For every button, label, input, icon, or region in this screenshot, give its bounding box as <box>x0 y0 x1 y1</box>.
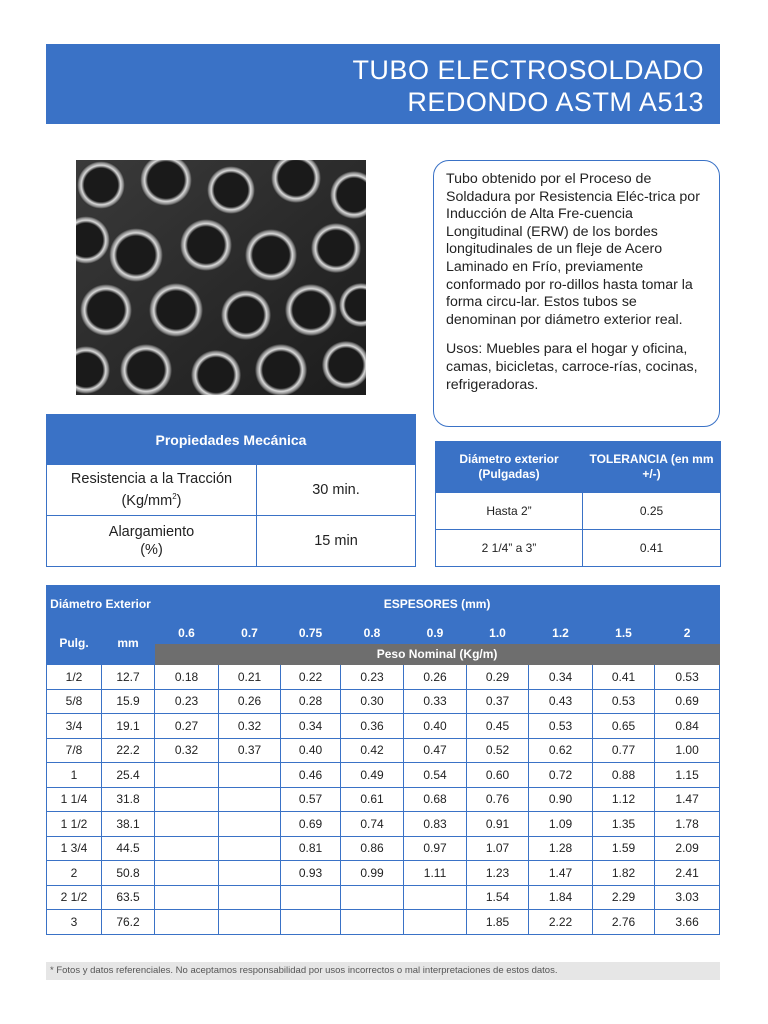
weight-cell: 0.42 <box>341 738 404 763</box>
weight-cell: 0.69 <box>655 689 720 714</box>
mm-cell: 76.2 <box>102 910 155 935</box>
pulg-header: Pulg. <box>47 622 102 665</box>
tube-end <box>245 229 297 281</box>
dimensions-table <box>46 585 720 935</box>
weight-cell: 0.77 <box>593 738 655 763</box>
tube-end <box>80 284 132 336</box>
weight-cell: 0.41 <box>593 665 655 690</box>
weight-cell: 1.07 <box>467 836 529 861</box>
weight-cell: 0.43 <box>529 689 593 714</box>
pulg-cell: 7/8 <box>47 738 102 763</box>
tolerance-value: 0.25 <box>583 493 721 530</box>
pulg-cell: 5/8 <box>47 689 102 714</box>
table-row <box>47 665 720 690</box>
weight-cell: 0.47 <box>404 738 467 763</box>
tolerance-col-value: TOLERANCIA (en mm +/-) <box>583 442 721 493</box>
table-row <box>47 812 720 837</box>
weight-cell: 0.34 <box>281 714 341 739</box>
weight-cell <box>341 885 404 910</box>
tube-end <box>207 166 255 214</box>
weight-cell: 1.47 <box>655 787 720 812</box>
weight-cell: 0.61 <box>341 787 404 812</box>
weight-cell <box>155 787 219 812</box>
mm-cell: 31.8 <box>102 787 155 812</box>
weight-cell: 0.97 <box>404 836 467 861</box>
elongation-label-line1: Alargamiento <box>108 524 195 540</box>
table-row <box>47 885 720 910</box>
table-row <box>47 714 720 739</box>
weight-cell <box>281 885 341 910</box>
tensile-label-line2: (Kg/mm <box>121 492 173 509</box>
weight-cell: 0.46 <box>281 763 341 788</box>
table-row <box>47 861 720 886</box>
weight-cell <box>155 836 219 861</box>
weight-cell: 0.27 <box>155 714 219 739</box>
weight-cell: 0.53 <box>593 689 655 714</box>
pulg-cell: 1 1/2 <box>47 812 102 837</box>
weight-cell: 0.23 <box>155 689 219 714</box>
weight-cell: 0.28 <box>281 689 341 714</box>
tube-end <box>120 344 172 395</box>
weight-cell: 0.36 <box>341 714 404 739</box>
weight-cell: 0.32 <box>155 738 219 763</box>
tolerance-table <box>435 441 721 567</box>
tube-end <box>255 344 307 395</box>
weight-cell <box>219 812 281 837</box>
weight-cell <box>219 910 281 935</box>
weight-cell: 0.40 <box>404 714 467 739</box>
mm-cell: 50.8 <box>102 861 155 886</box>
weight-cell: 1.00 <box>655 738 720 763</box>
weight-cell: 0.62 <box>529 738 593 763</box>
pulg-cell: 3 <box>47 910 102 935</box>
weight-cell <box>341 910 404 935</box>
weight-cell: 2.41 <box>655 861 720 886</box>
tolerance-range: Hasta 2” <box>436 493 583 530</box>
weight-cell: 2.76 <box>593 910 655 935</box>
weight-cell: 1.15 <box>655 763 720 788</box>
weight-cell: 0.86 <box>341 836 404 861</box>
mechanical-properties-table <box>46 414 416 567</box>
peso-nominal-header: Peso Nominal (Kg/m) <box>155 644 720 665</box>
tolerance-col-diameter: Diámetro exterior (Pulgadas) <box>436 442 583 493</box>
tube-end <box>149 283 203 337</box>
weight-cell: 0.68 <box>404 787 467 812</box>
weight-cell: 0.65 <box>593 714 655 739</box>
mm-cell: 19.1 <box>102 714 155 739</box>
weight-cell: 0.18 <box>155 665 219 690</box>
weight-cell <box>155 763 219 788</box>
mm-cell: 22.2 <box>102 738 155 763</box>
tube-end <box>77 161 125 209</box>
thickness-header: 0.9 <box>404 622 467 644</box>
disclaimer-footer: * Fotos y datos referenciales. No aceptamos responsabilidad por usos incorrectos o mal interpretaciones de estos datos. <box>46 962 720 980</box>
mm-cell: 63.5 <box>102 885 155 910</box>
elongation-label <box>47 516 257 567</box>
elongation-value: 15 min <box>257 516 416 567</box>
pulg-cell: 2 <box>47 861 102 886</box>
weight-cell <box>155 885 219 910</box>
thickness-header: 1.2 <box>529 622 593 644</box>
weight-cell: 0.21 <box>219 665 281 690</box>
table-row <box>47 738 720 763</box>
weight-cell: 1.47 <box>529 861 593 886</box>
weight-cell <box>219 885 281 910</box>
weight-cell: 0.74 <box>341 812 404 837</box>
weight-cell <box>219 836 281 861</box>
description-paragraph: Tubo obtenido por el Proceso de Soldadura por Resistencia Eléc-trica por Inducción de Alta Fre-cuencia Longitudinal (ERW) de los bordes longitudinales de un fleje de Acero Laminado en Frío, previamente conformado por ro-dillos hasta tomar la forma circu-lar. Estos tubos se denominan por diámetro exterior real. <box>446 171 700 328</box>
weight-cell: 0.45 <box>467 714 529 739</box>
weight-cell: 0.23 <box>341 665 404 690</box>
weight-cell: 1.84 <box>529 885 593 910</box>
weight-cell: 1.59 <box>593 836 655 861</box>
weight-cell: 1.78 <box>655 812 720 837</box>
mm-cell: 38.1 <box>102 812 155 837</box>
pulg-cell: 1 3/4 <box>47 836 102 861</box>
weight-cell: 0.37 <box>219 738 281 763</box>
weight-cell: 0.26 <box>404 665 467 690</box>
thickness-header: 0.7 <box>219 622 281 644</box>
pulg-cell: 1 1/4 <box>47 787 102 812</box>
table-row <box>47 910 720 935</box>
mm-cell: 44.5 <box>102 836 155 861</box>
weight-cell: 1.82 <box>593 861 655 886</box>
weight-cell: 0.91 <box>467 812 529 837</box>
weight-cell: 0.76 <box>467 787 529 812</box>
weight-cell: 0.57 <box>281 787 341 812</box>
tube-end <box>221 290 271 340</box>
table-row <box>47 689 720 714</box>
mechanical-header: Propiedades Mecánica <box>47 415 416 465</box>
tensile-value: 30 min. <box>257 465 416 516</box>
weight-cell: 0.69 <box>281 812 341 837</box>
thickness-header: 0.8 <box>341 622 404 644</box>
mm-header: mm <box>102 622 155 665</box>
tensile-label <box>47 465 257 516</box>
weight-cell <box>404 885 467 910</box>
mm-cell: 25.4 <box>102 763 155 788</box>
weight-cell <box>219 787 281 812</box>
weight-cell: 0.84 <box>655 714 720 739</box>
thickness-header: 2 <box>655 622 720 644</box>
weight-cell: 0.32 <box>219 714 281 739</box>
elongation-label-line2: (%) <box>140 542 163 558</box>
weight-cell <box>155 812 219 837</box>
title-line-1: TUBO ELECTROSOLDADO <box>352 55 704 85</box>
thickness-header: 0.75 <box>281 622 341 644</box>
weight-cell: 1.35 <box>593 812 655 837</box>
weight-cell: 0.29 <box>467 665 529 690</box>
weight-cell: 0.22 <box>281 665 341 690</box>
tube-end <box>180 219 232 271</box>
weight-cell: 0.52 <box>467 738 529 763</box>
usage-paragraph: Usos: Muebles para el hogar y oficina, camas, bicicletas, carroce-rías, cocinas, refrigeradoras. <box>446 341 698 393</box>
weight-cell: 0.49 <box>341 763 404 788</box>
weight-cell: 0.90 <box>529 787 593 812</box>
table-row <box>47 787 720 812</box>
weight-cell: 3.03 <box>655 885 720 910</box>
weight-cell: 0.37 <box>467 689 529 714</box>
weight-cell: 0.34 <box>529 665 593 690</box>
weight-cell: 1.28 <box>529 836 593 861</box>
pulg-cell: 1 <box>47 763 102 788</box>
weight-cell: 1.12 <box>593 787 655 812</box>
steel-tubes-photo <box>76 160 366 395</box>
weight-cell: 0.26 <box>219 689 281 714</box>
pulg-cell: 3/4 <box>47 714 102 739</box>
weight-cell <box>155 910 219 935</box>
weight-cell: 2.09 <box>655 836 720 861</box>
weight-cell: 0.53 <box>529 714 593 739</box>
weight-cell: 0.33 <box>404 689 467 714</box>
tube-end <box>311 223 361 273</box>
weight-cell: 1.11 <box>404 861 467 886</box>
weight-cell: 0.60 <box>467 763 529 788</box>
weight-cell: 1.85 <box>467 910 529 935</box>
tolerance-range: 2 1/4” a 3” <box>436 530 583 567</box>
weight-cell: 0.81 <box>281 836 341 861</box>
weight-cell: 0.88 <box>593 763 655 788</box>
mm-cell: 12.7 <box>102 665 155 690</box>
weight-cell: 1.09 <box>529 812 593 837</box>
weight-cell <box>219 763 281 788</box>
weight-cell: 2.29 <box>593 885 655 910</box>
weight-cell <box>404 910 467 935</box>
weight-cell: 0.54 <box>404 763 467 788</box>
espesores-header: ESPESORES (mm) <box>155 586 720 622</box>
mm-cell: 15.9 <box>102 689 155 714</box>
title-banner <box>46 44 720 124</box>
weight-cell: 0.40 <box>281 738 341 763</box>
pulg-cell: 2 1/2 <box>47 885 102 910</box>
weight-cell: 0.99 <box>341 861 404 886</box>
weight-cell <box>281 910 341 935</box>
weight-cell: 0.30 <box>341 689 404 714</box>
thickness-header: 1.0 <box>467 622 529 644</box>
weight-cell: 3.66 <box>655 910 720 935</box>
thickness-header: 0.6 <box>155 622 219 644</box>
pulg-cell: 1/2 <box>47 665 102 690</box>
tolerance-value: 0.41 <box>583 530 721 567</box>
table-row <box>47 836 720 861</box>
tensile-label-sup: 2 <box>172 492 177 502</box>
tensile-label-line1: Resistencia a la Tracción <box>70 471 233 488</box>
title-line-2: REDONDO ASTM A513 <box>407 87 704 117</box>
diameter-header: Diámetro Exterior <box>47 586 155 622</box>
weight-cell: 0.93 <box>281 861 341 886</box>
tensile-label-end: ) <box>176 492 182 509</box>
weight-cell: 2.22 <box>529 910 593 935</box>
weight-cell <box>155 861 219 886</box>
tube-end <box>109 228 163 282</box>
description-box <box>433 160 720 427</box>
weight-cell: 0.83 <box>404 812 467 837</box>
weight-cell <box>219 861 281 886</box>
weight-cell: 0.72 <box>529 763 593 788</box>
weight-cell: 1.23 <box>467 861 529 886</box>
thickness-header: 1.5 <box>593 622 655 644</box>
weight-cell: 1.54 <box>467 885 529 910</box>
weight-cell: 0.53 <box>655 665 720 690</box>
tube-end <box>285 284 337 336</box>
table-row <box>47 763 720 788</box>
